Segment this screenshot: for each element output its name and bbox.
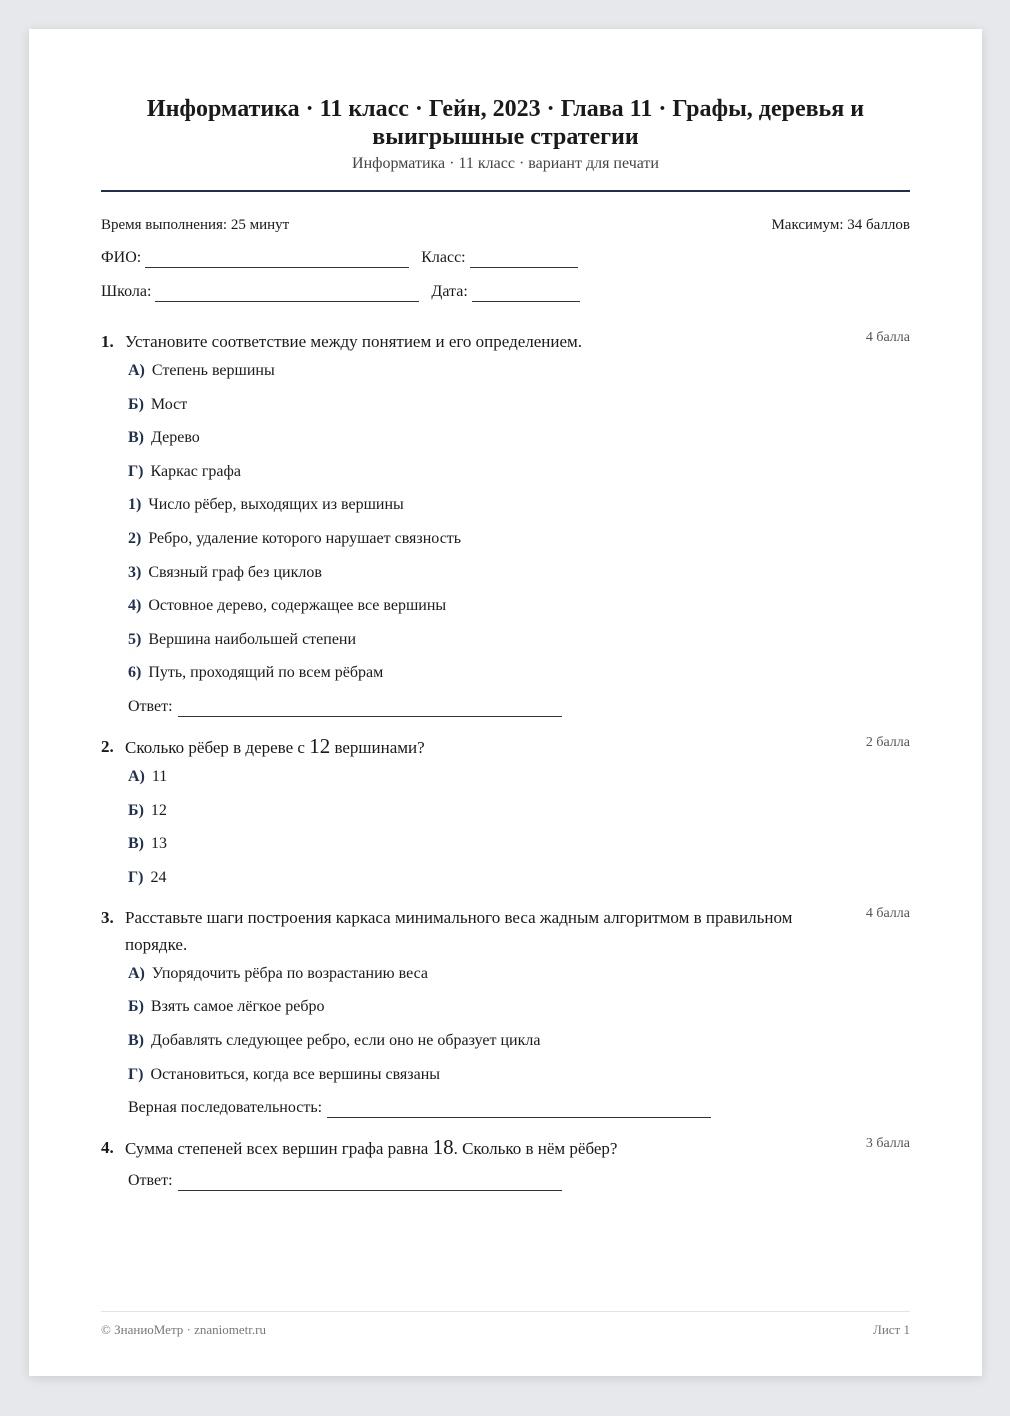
time-limit: Время выполнения: 25 минут	[101, 217, 290, 233]
option-letter: 2)	[128, 529, 142, 547]
option-letter: В)	[128, 429, 144, 447]
option-text: Вершина наибольшей степени	[148, 630, 357, 648]
option-item	[128, 630, 910, 650]
question-number: 1.	[101, 332, 114, 351]
header-divider	[101, 190, 910, 192]
option-item	[128, 563, 910, 583]
option-item[interactable]	[128, 767, 910, 787]
question-number: 2.	[101, 736, 114, 756]
option-letter: Г)	[128, 462, 144, 480]
question-number-value: 12	[309, 733, 331, 758]
options-list	[128, 361, 910, 683]
option-letter: А)	[128, 964, 145, 982]
date-label: Дата:	[431, 283, 468, 300]
option-item	[128, 462, 910, 482]
option-letter: Г)	[128, 868, 144, 886]
school-label: Школа:	[101, 283, 152, 300]
option-item	[128, 663, 910, 683]
document-title: Информатика · 11 класс · Гейн, 2023 · Глава 11 · Графы, деревья и выигрышные стратегии	[146, 96, 865, 150]
option-text: 12	[150, 801, 167, 819]
option-text: Мост	[150, 395, 188, 413]
option-letter: В)	[128, 835, 144, 853]
option-letter: Б)	[128, 395, 144, 413]
option-item[interactable]	[128, 834, 910, 854]
page-footer	[101, 1311, 910, 1338]
document-content	[101, 29, 910, 1207]
class-field[interactable]	[470, 251, 578, 268]
option-text: Остовное дерево, содержащее все вершины	[148, 597, 447, 615]
option-text: Каркас графа	[150, 462, 241, 480]
question-4	[101, 1134, 910, 1191]
question-text-part: Сумма степеней всех вершин графа равна	[125, 1139, 433, 1159]
options-list	[128, 767, 910, 888]
question-text: Расставьте шаги построения каркаса минимального веса жадным алгоритмом в правильном порядке.	[125, 907, 793, 954]
question-points: 4 балла	[865, 905, 910, 921]
question-points: 2 балла	[865, 734, 910, 750]
option-text: 24	[150, 868, 167, 886]
option-item	[128, 596, 910, 616]
question-header	[101, 328, 910, 355]
option-item	[128, 1031, 910, 1051]
option-item	[128, 395, 910, 415]
answer-label: Верная последовательность:	[128, 1099, 323, 1117]
option-text: Связный граф без циклов	[148, 563, 322, 581]
meta-row	[101, 215, 910, 235]
option-item	[128, 361, 910, 381]
answer-label: Ответ:	[128, 697, 173, 715]
name-label: ФИО:	[101, 249, 142, 266]
option-letter: А)	[128, 767, 145, 785]
question-number: 4.	[101, 1138, 114, 1158]
option-item	[128, 997, 910, 1017]
option-item[interactable]	[128, 868, 910, 888]
answer-row	[128, 1171, 910, 1191]
question-text: Установите соответствие между понятием и его определением.	[125, 332, 583, 351]
option-letter: А)	[128, 362, 145, 379]
option-item	[128, 495, 910, 515]
answer-field[interactable]	[178, 700, 562, 717]
option-letter: Б)	[128, 801, 144, 819]
questions-list	[101, 328, 910, 1191]
option-text: Путь, проходящий по всем рёбрам	[148, 664, 384, 682]
max-score: Максимум: 34 баллов	[771, 217, 910, 233]
school-field[interactable]	[155, 285, 419, 302]
option-text: 11	[151, 767, 168, 785]
option-letter: 5)	[128, 630, 142, 648]
options-list	[128, 964, 910, 1085]
answer-field[interactable]	[178, 1174, 562, 1191]
question-header	[101, 733, 910, 761]
option-letter: 1)	[128, 496, 142, 514]
question-points: 4 балла	[865, 330, 910, 345]
question-text-part: вершинами?	[330, 737, 425, 757]
option-text: Ребро, удаление которого нарушает связность	[148, 529, 462, 547]
option-text: Число рёбер, выходящих из вершины	[148, 496, 404, 514]
question-number: 3.	[101, 907, 114, 927]
question-2	[101, 733, 910, 888]
option-letter: Г)	[128, 1065, 144, 1083]
class-label: Класс:	[421, 249, 466, 266]
question-header	[101, 904, 910, 958]
option-text: 13	[151, 835, 167, 853]
answer-row	[128, 697, 910, 717]
question-text	[125, 733, 830, 761]
option-item[interactable]	[128, 801, 910, 821]
option-text: Добавлять следующее ребро, если оно не образует цикла	[151, 1031, 541, 1049]
option-text: Остановиться, когда все вершины связаны	[150, 1065, 441, 1083]
answer-row	[128, 1098, 910, 1118]
option-letter: 3)	[128, 563, 142, 581]
question-1	[101, 328, 910, 717]
option-text: Дерево	[151, 429, 200, 447]
option-item	[128, 529, 910, 549]
footer-page-number: Лист 1	[873, 1322, 910, 1337]
question-3	[101, 904, 910, 1118]
document-subtitle: Информатика · 11 класс · вариант для печати	[352, 155, 659, 172]
student-fields-row-2	[101, 282, 910, 302]
option-text: Упорядочить рёбра по возрастанию веса	[151, 964, 428, 982]
question-header	[101, 1134, 910, 1162]
answer-label: Ответ:	[128, 1172, 173, 1190]
option-item	[128, 964, 910, 984]
question-number-value: 18	[432, 1135, 454, 1160]
option-text: Взять самое лёгкое ребро	[150, 998, 325, 1016]
footer-copyright: © ЗнаниоМетр · znaniometr.ru	[101, 1322, 266, 1337]
option-letter: 4)	[128, 597, 142, 615]
question-text-part: . Сколько в нём рёбер?	[453, 1139, 618, 1159]
answer-field[interactable]	[327, 1101, 711, 1118]
document-sheet	[29, 29, 982, 1376]
option-item	[128, 428, 910, 448]
option-letter: 6)	[128, 664, 142, 682]
student-fields-row-1	[101, 248, 910, 268]
question-points: 3 балла	[865, 1136, 910, 1152]
question-text	[125, 1134, 830, 1162]
option-letter: В)	[128, 1031, 144, 1049]
name-field[interactable]	[145, 251, 409, 268]
option-item	[128, 1065, 910, 1085]
option-letter: Б)	[128, 998, 144, 1016]
option-text: Степень вершины	[151, 362, 275, 379]
question-text-part: Сколько рёбер в дереве с	[125, 737, 310, 757]
date-field[interactable]	[472, 285, 580, 302]
